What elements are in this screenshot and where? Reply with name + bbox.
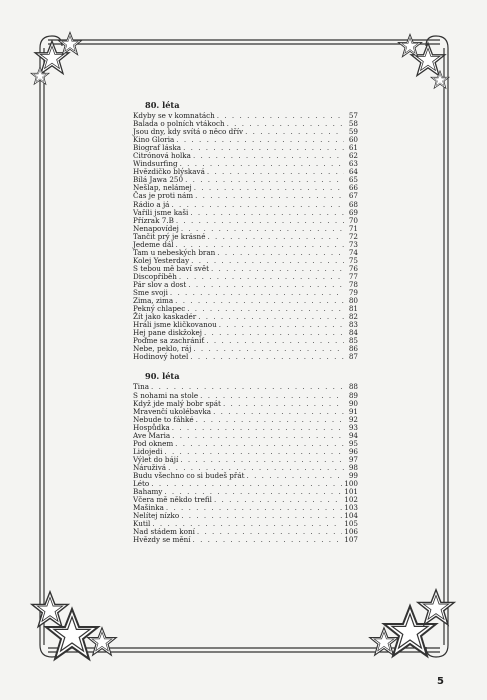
dot-leader [211, 265, 344, 273]
toc-entry-page: 67 [348, 191, 358, 201]
toc-entry-page: 68 [348, 199, 358, 209]
toc-entry-page: 57 [348, 111, 358, 120]
toc-entry-page: 101 [344, 487, 358, 497]
toc-entry-title: S nohami na stole [133, 390, 199, 400]
toc-entry [133, 353, 358, 361]
dot-leader [217, 249, 344, 257]
toc-entry-title: Nad stádem koní [133, 527, 195, 537]
dot-leader [200, 392, 344, 400]
dot-leader [176, 136, 344, 144]
toc-entry-title: Kolej Yesterday [133, 255, 190, 265]
dot-leader [187, 305, 344, 313]
dot-leader [204, 329, 344, 337]
toc-entry-title: Pod oknem [133, 438, 174, 448]
toc-entry-page: 100 [344, 479, 358, 489]
dot-leader [183, 144, 344, 152]
dot-leader [181, 225, 344, 233]
toc-entry-title: Hej pane diskžokej [133, 328, 202, 338]
toc-entry-page: 86 [348, 344, 358, 354]
dot-leader [227, 120, 344, 128]
toc-entry-page: 91 [348, 406, 358, 416]
toc-entry-page: 60 [348, 135, 358, 145]
toc-entry-page: 75 [348, 255, 358, 265]
toc-entry-page: 78 [348, 279, 358, 289]
toc-entry-title: Přízrak 7.B [133, 215, 174, 225]
toc-entry-page: 104 [344, 511, 358, 521]
toc-entry-title: Mašinka [133, 503, 164, 513]
toc-entry-page: 93 [348, 422, 358, 432]
toc-entry-title: Kutil [133, 519, 151, 529]
toc-entry-title: Nešlap, nelámej [133, 183, 192, 193]
table-of-contents [133, 100, 358, 544]
toc-entry-page: 69 [348, 207, 358, 217]
toc-entry-page: 97 [348, 454, 358, 464]
toc-entry-title: Hvězdy se mění [133, 535, 191, 545]
toc-entry-title: Čas je proti nám [133, 191, 194, 201]
dot-leader [193, 152, 344, 160]
dot-leader [207, 168, 344, 176]
dot-leader [171, 201, 344, 209]
toc-entry-title: Výlet do bájí [133, 454, 179, 464]
dot-leader [196, 416, 344, 424]
dot-leader [151, 480, 342, 488]
toc-entry-page: 77 [348, 271, 358, 281]
toc-entry-page: 61 [348, 143, 358, 153]
toc-entry-title: Lidojedi [133, 446, 163, 456]
toc-entry-page: 62 [348, 151, 358, 161]
toc-entry-title: Rádio a já [133, 199, 170, 209]
toc-entry-title: Tina [133, 382, 150, 392]
star-icon [370, 590, 455, 656]
dot-leader [185, 176, 344, 184]
dot-leader [195, 192, 344, 200]
toc-entry-page: 92 [348, 414, 358, 424]
dot-leader [164, 448, 344, 456]
toc-entry-page: 89 [348, 390, 358, 400]
toc-entry-title: Nenapovídej [133, 223, 179, 233]
toc-entry-title: Kino Gloria [133, 135, 175, 145]
toc-entry-title: Bílá Jawa 250 [133, 175, 184, 185]
dot-leader [172, 424, 344, 432]
dot-leader [206, 337, 344, 345]
toc-entry-title: Poďme sa zachrániť [133, 336, 205, 346]
toc-entry-page: 74 [348, 247, 358, 257]
toc-entry-title: Jsou dny, kdy svítá o něco dřív [133, 127, 244, 137]
toc-entry-page: 58 [348, 119, 358, 129]
toc-entry-title: Žít jako kaskadér [133, 312, 197, 322]
dot-leader [170, 289, 344, 297]
toc-entry-page: 94 [348, 430, 358, 440]
dot-leader [175, 440, 344, 448]
toc-entry-title: Pekný chlapec [133, 304, 186, 314]
toc-entry-page: 98 [348, 462, 358, 472]
toc-entry-page: 83 [348, 320, 358, 330]
toc-entry-title: Hvězdičko blýskavá [133, 167, 205, 177]
toc-entry-page: 84 [348, 328, 358, 338]
toc-entry [133, 440, 358, 448]
toc-entry-page: 95 [348, 438, 358, 448]
toc-entry-page: 65 [348, 175, 358, 185]
toc-entry-title: Citrónová holka [133, 151, 191, 161]
toc-entry-title: Ave Maria [133, 430, 171, 440]
dot-leader [247, 472, 344, 480]
dot-leader [219, 321, 344, 329]
toc-entry [133, 456, 358, 464]
toc-entry-page: 96 [348, 446, 358, 456]
toc-entry-page: 99 [348, 470, 358, 480]
toc-entry-title: Hráli jsme kličkovanou [133, 320, 217, 330]
toc-entry-page: 87 [348, 352, 358, 362]
toc-entry-title: Nelítej nízko [133, 511, 180, 521]
dot-leader [198, 313, 344, 321]
toc-entry-title: Nebe, peklo, ráj [133, 344, 192, 354]
section-title: 90. léta [145, 371, 180, 382]
toc-entry-page: 66 [348, 183, 358, 193]
toc-entry-title: Zima, zima [133, 296, 174, 306]
toc-entry-title: Biograf láska [133, 143, 182, 153]
toc-entry-title: Včera mě někdo trefil [133, 495, 212, 505]
dot-leader [193, 345, 344, 353]
toc-entry [133, 512, 358, 520]
toc-entry-page: 102 [344, 495, 358, 505]
dot-leader [181, 512, 342, 520]
toc-entry [133, 472, 358, 480]
toc-entry-page: 79 [348, 288, 358, 298]
toc-entry-title: Kdyby se v komnatách [133, 111, 215, 120]
dot-leader [176, 217, 344, 225]
dot-leader [217, 112, 344, 120]
dot-leader [175, 297, 344, 305]
toc-entry-page: 107 [344, 535, 358, 545]
toc-entry-page: 105 [344, 519, 358, 529]
toc-entry-page: 76 [348, 263, 358, 273]
toc-entry-page: 63 [348, 159, 358, 169]
toc-entry-title: Bahamy [133, 487, 163, 497]
toc-entry-title: Hodinový hotel [133, 352, 189, 362]
toc-entry-title: Když jde malý bobr spát [133, 398, 221, 408]
toc-entry-title: Balada o polních vtákoch [133, 119, 225, 129]
toc-entry-page: 71 [348, 223, 358, 233]
toc-entry-page: 82 [348, 312, 358, 322]
toc-entry-title: S tebou mě baví svět [133, 263, 209, 273]
dot-leader [194, 184, 344, 192]
dot-leader [223, 400, 344, 408]
toc-entry-title: Discopříběh [133, 271, 177, 281]
dot-leader [180, 456, 344, 464]
toc-entry-title: Pár slov a dost [133, 279, 187, 289]
toc-entry-title: Windsurfing [133, 159, 178, 169]
toc-entry-title: Vařili jsme kaši [133, 207, 189, 217]
toc-entry-title: Nebude to fáhké [133, 414, 194, 424]
dot-leader [214, 496, 342, 504]
toc-entry-title: Sme svoji [133, 288, 168, 298]
dot-leader [190, 353, 344, 361]
dot-leader [197, 528, 342, 536]
toc-entry-title: Náruživá [133, 462, 167, 472]
dot-leader [179, 273, 344, 281]
dot-leader [190, 209, 344, 217]
dot-leader [188, 281, 344, 289]
toc-entry-title: Tam u nebeských bran [133, 247, 216, 257]
toc-entry-page: 88 [348, 382, 358, 392]
dot-leader [191, 257, 344, 265]
dot-leader [213, 408, 344, 416]
toc-entry-title: Léto [133, 479, 150, 489]
toc-entry-page: 80 [348, 296, 358, 306]
toc-entry-page: 90 [348, 398, 358, 408]
toc-entry-title: Hospůdka [133, 422, 170, 432]
toc-entry-title: Budu všechno co si budeš přát [133, 470, 245, 480]
toc-list [133, 383, 358, 544]
toc-entry-page: 103 [344, 503, 358, 513]
toc-entry-page: 70 [348, 215, 358, 225]
toc-list [133, 112, 358, 361]
toc-entry-page: 106 [344, 527, 358, 537]
dot-leader [207, 233, 344, 241]
toc-entry-page: 73 [348, 239, 358, 249]
toc-entry-title: Jedeme dál [133, 239, 174, 249]
dot-leader [193, 536, 343, 544]
section-title: 80. léta [145, 100, 180, 110]
toc-entry [133, 496, 358, 504]
toc-entry-page: 81 [348, 304, 358, 314]
toc-entry [133, 480, 358, 488]
dot-leader [166, 504, 342, 512]
toc-entry-page: 85 [348, 336, 358, 346]
toc-entry-title: Tančit prý je krásné [133, 231, 206, 241]
toc-entry-page: 72 [348, 231, 358, 241]
star-icon [398, 34, 449, 88]
page-number: 5 [437, 676, 444, 687]
toc-entry-page: 59 [348, 127, 358, 137]
toc-entry [133, 536, 358, 544]
dot-leader [245, 128, 344, 136]
toc-entry-page: 64 [348, 167, 358, 177]
dot-leader [172, 432, 344, 440]
toc-entry-title: Mravenčí ukolébavka [133, 406, 212, 416]
